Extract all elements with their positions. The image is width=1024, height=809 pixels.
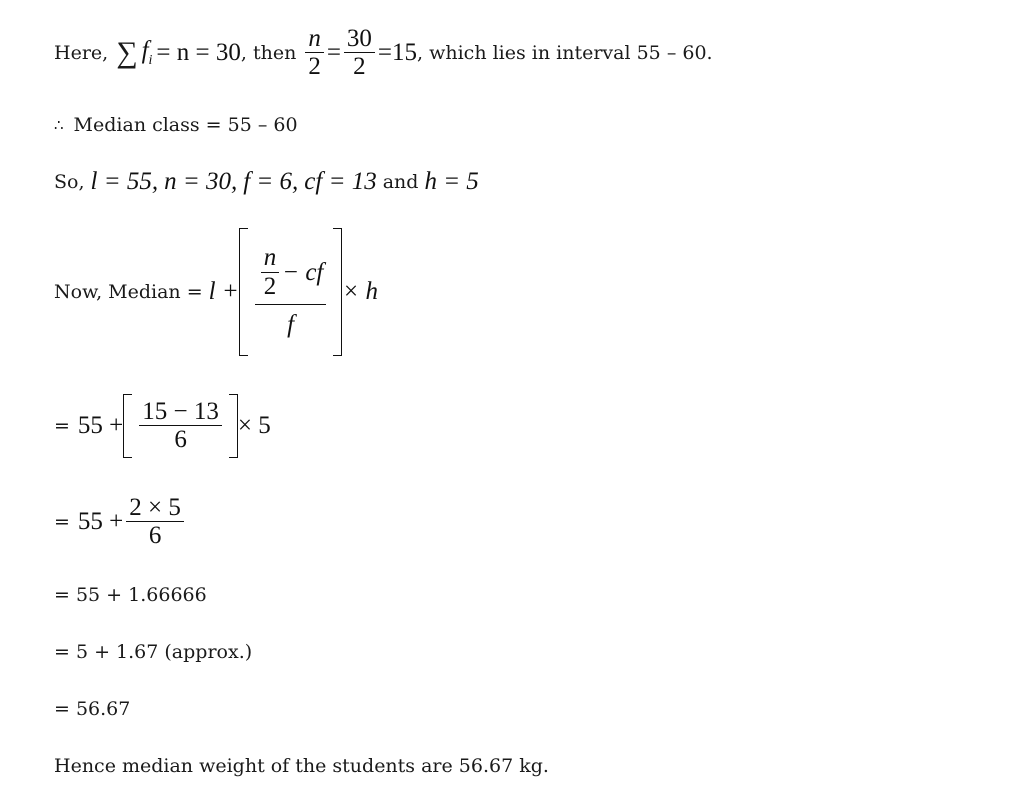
median-formula-line bbox=[54, 226, 378, 358]
median-class-line bbox=[54, 112, 298, 138]
30-over-2-fraction bbox=[344, 26, 375, 81]
n-over-2-fraction bbox=[305, 26, 324, 81]
values-line bbox=[54, 166, 479, 198]
n-value: n = 30, bbox=[164, 168, 238, 195]
simplify-line bbox=[54, 490, 187, 554]
substitution-fraction bbox=[139, 399, 222, 454]
base-55-plus: 55 + bbox=[77, 508, 124, 535]
simplify-fraction bbox=[126, 495, 184, 550]
numerator: 15 − 13 bbox=[139, 399, 222, 426]
denominator: 6 bbox=[148, 521, 162, 549]
base-55-plus: 55 + bbox=[77, 412, 124, 439]
f-value: f = 6, bbox=[243, 168, 299, 195]
times-5: × 5 bbox=[237, 412, 271, 439]
step-approx-line: = 5 + 1.67 (approx.) bbox=[54, 641, 253, 663]
denominator: 6 bbox=[174, 425, 187, 453]
denominator: 2 bbox=[308, 52, 321, 80]
cf-value: cf = 13 bbox=[304, 168, 377, 195]
minus-cf: − cf bbox=[282, 258, 324, 286]
conclusion-text: Hence median weight of the students are 56.67 kg. bbox=[54, 755, 549, 777]
therefore-icon: ∴ bbox=[54, 116, 64, 134]
sum-frequency-line bbox=[54, 20, 713, 86]
interval-text: , which lies in interval 55 – 60. bbox=[417, 42, 713, 64]
and-label: and bbox=[382, 171, 419, 193]
numerator: n bbox=[305, 26, 324, 53]
sigma-symbol: ∑ bbox=[116, 36, 138, 69]
n-equals-30: = n = 30 bbox=[156, 39, 241, 66]
fi-symbol bbox=[142, 37, 153, 69]
f-letter: f bbox=[141, 37, 149, 64]
then-label: , then bbox=[240, 42, 297, 64]
equals-sign: = bbox=[54, 511, 70, 533]
n-over-2 bbox=[261, 245, 280, 300]
left-bracket bbox=[239, 228, 248, 356]
l-plus: l + bbox=[208, 278, 239, 305]
i-subscript: i bbox=[148, 53, 153, 68]
formula-denominator: f bbox=[287, 311, 295, 339]
equals-sign: = bbox=[326, 39, 341, 66]
now-median-label: Now, Median = bbox=[54, 281, 203, 303]
here-label: Here, bbox=[54, 42, 109, 64]
equals-15: =15 bbox=[377, 39, 418, 66]
numerator: 2 × 5 bbox=[126, 495, 184, 522]
l-value: l = 55, bbox=[90, 168, 159, 195]
denominator: 2 bbox=[353, 52, 366, 80]
n-letter: n bbox=[261, 245, 280, 272]
two: 2 bbox=[263, 272, 277, 300]
numerator: 30 bbox=[344, 26, 375, 53]
times-h: × h bbox=[342, 278, 378, 305]
h-value: h = 5 bbox=[424, 168, 479, 195]
result-line: = 56.67 bbox=[54, 698, 131, 720]
right-bracket bbox=[333, 228, 342, 356]
median-class-text: Median class = 55 – 60 bbox=[73, 114, 298, 136]
so-label: So, bbox=[54, 171, 85, 193]
left-bracket bbox=[123, 394, 132, 458]
equals-sign: = bbox=[54, 415, 70, 437]
substitution-line bbox=[54, 392, 271, 460]
formula-numerator bbox=[255, 245, 327, 305]
step-decimal-line: = 55 + 1.66666 bbox=[54, 584, 207, 606]
formula-fraction bbox=[255, 245, 327, 338]
right-bracket bbox=[229, 394, 238, 458]
